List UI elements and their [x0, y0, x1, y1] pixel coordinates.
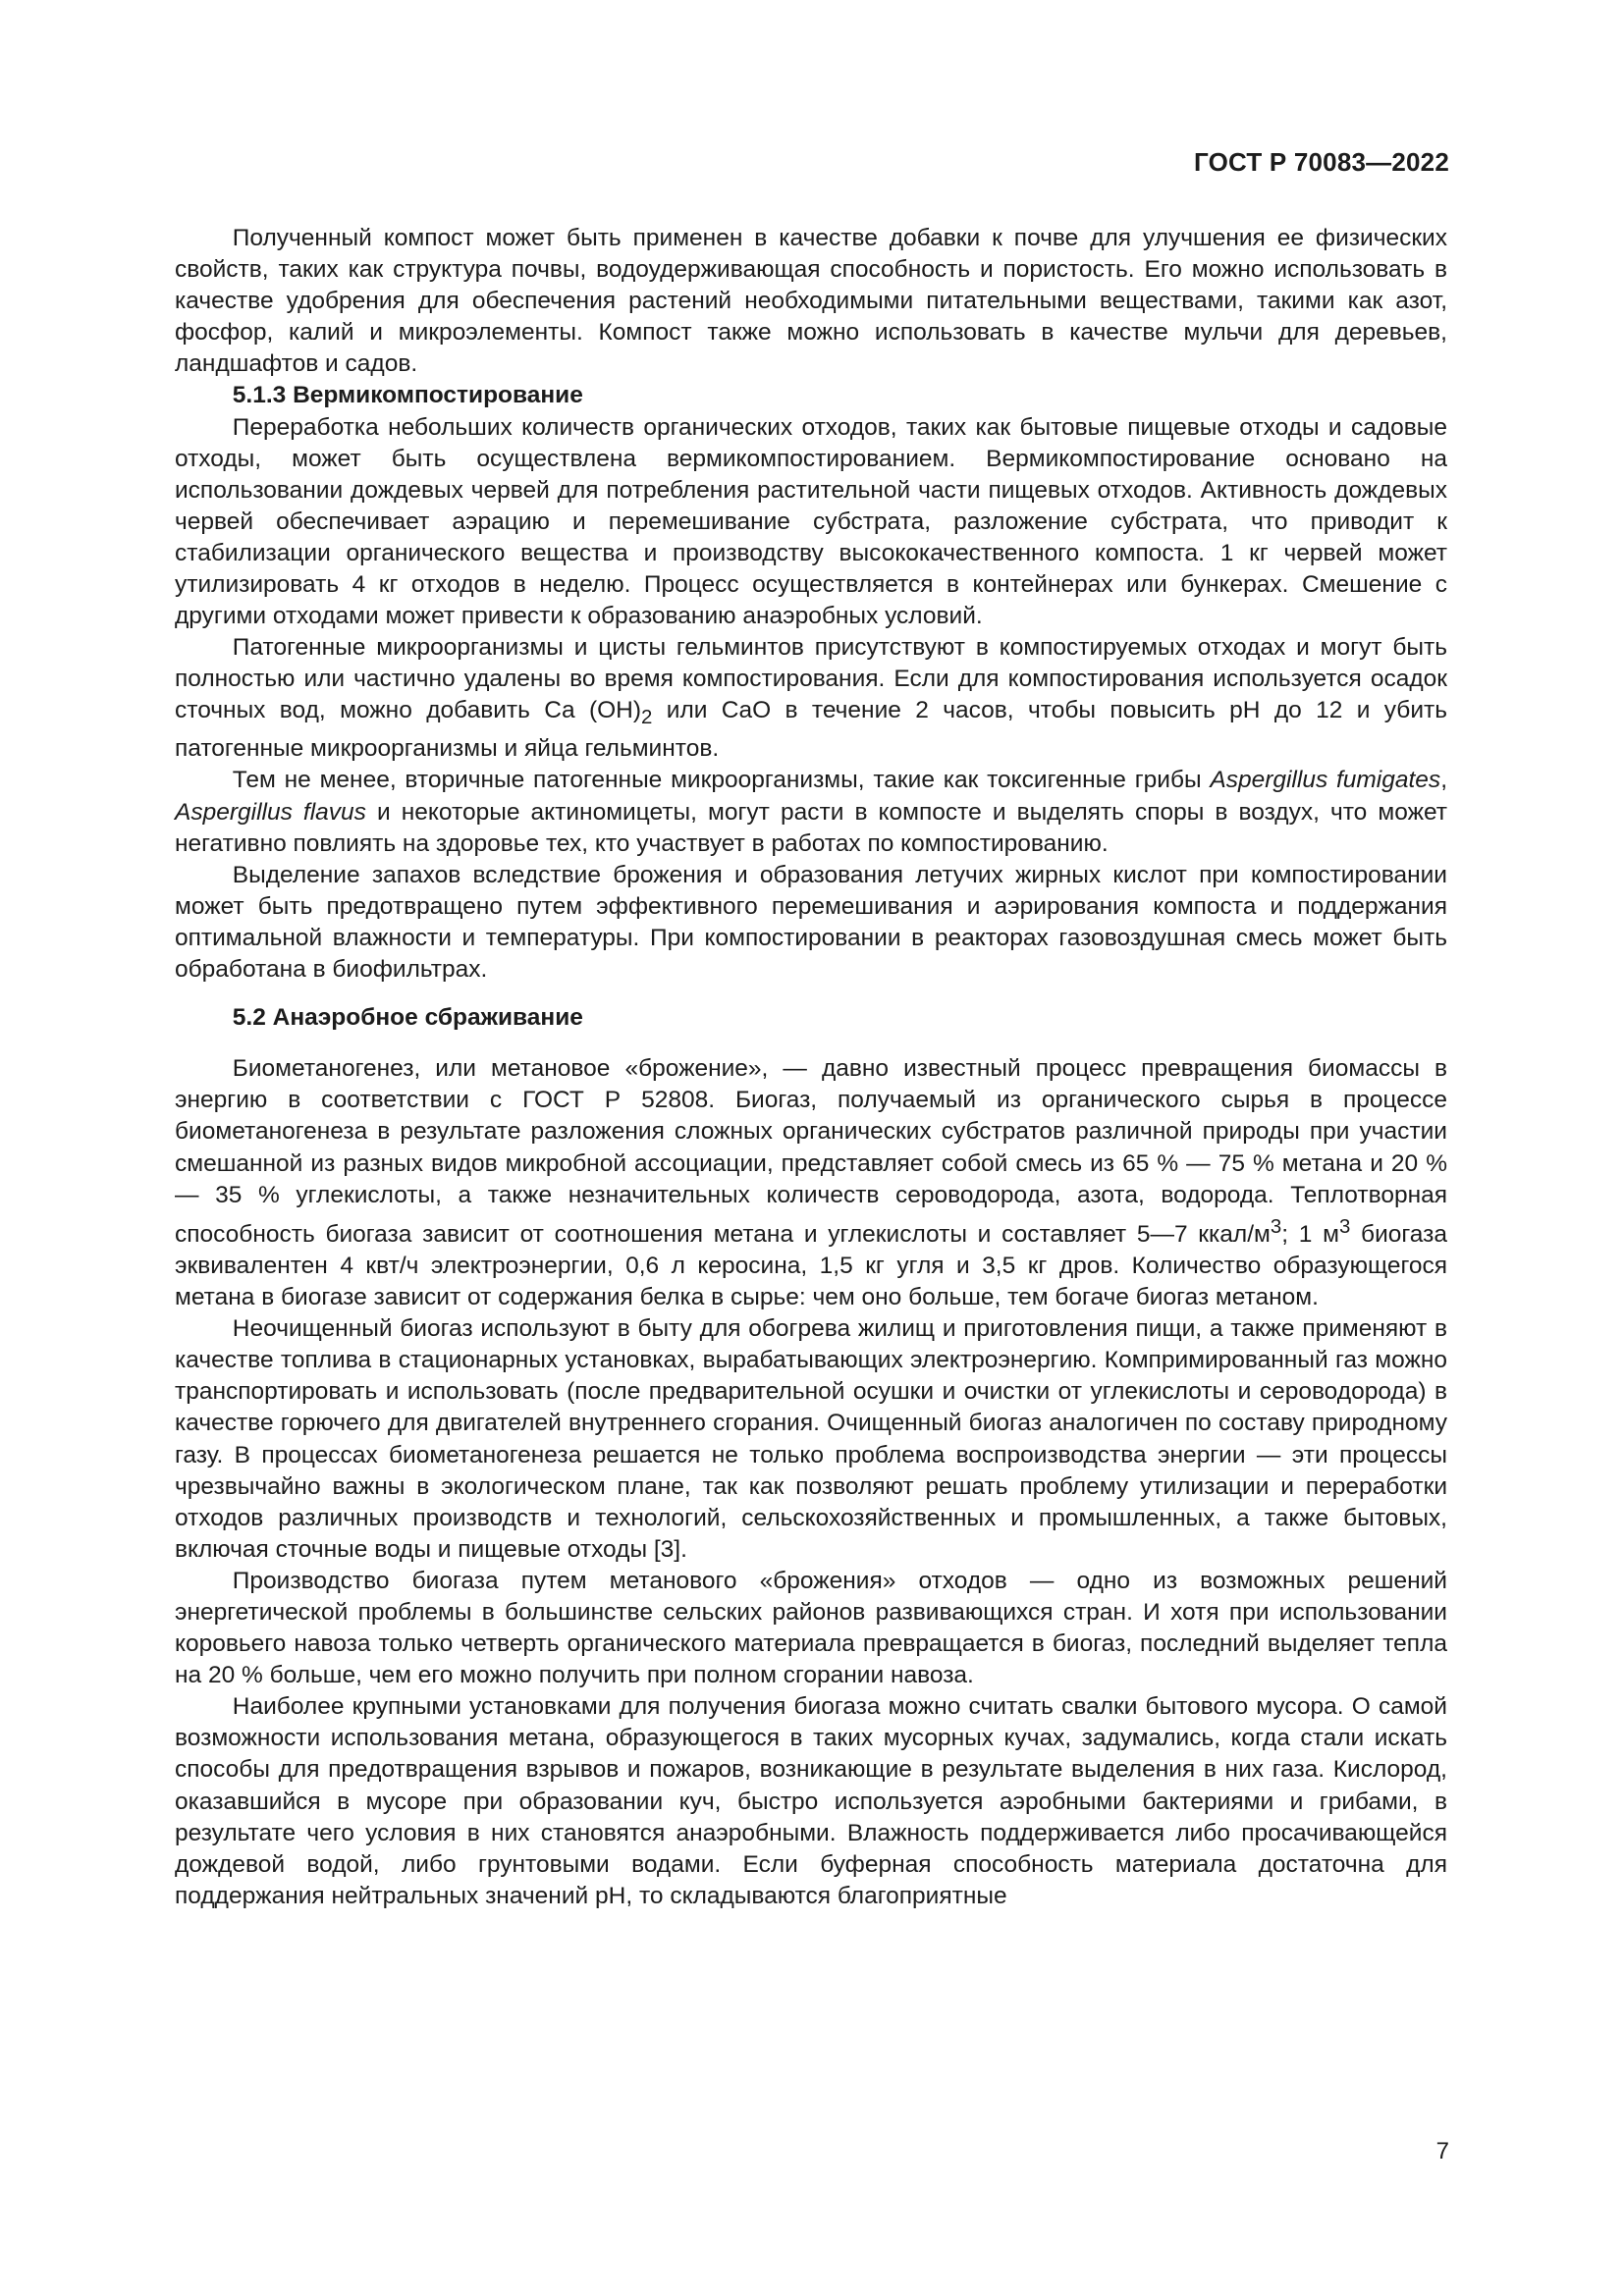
species-name-aspergillus-flavus: Aspergillus flavus — [175, 798, 366, 826]
page-content — [175, 223, 1447, 1912]
text-fragment: или CaO в течение 2 часов, чтобы повысить pH до 12 и убить патогенные микроорганизмы и яйца гельминтов. — [175, 697, 1447, 763]
paragraph-biomethanogenesis — [175, 1053, 1447, 1313]
text-fragment: и некоторые актиномицеты, могут расти в компосте и выделять споры в воздух, что может негативно повлиять на здоровье тех, кто участвует в работах по компостированию. — [175, 798, 1448, 857]
paragraph-secondary-pathogens — [175, 765, 1447, 859]
species-name-aspergillus-fumigates: Aspergillus fumigates — [1210, 767, 1441, 794]
superscript-three: 3 — [1338, 1215, 1351, 1238]
superscript-three: 3 — [1270, 1215, 1282, 1238]
text-fragment: Тем не менее, вторичные патогенные микроорганизмы, такие как токсигенные грибы — [232, 767, 1211, 794]
paragraph-pathogens — [175, 632, 1447, 765]
subscript-two: 2 — [641, 707, 653, 729]
paragraph-raw-biogas-use: Неочищенный биогаз используют в быту для обогрева жилищ и приготовления пищи, а также применяют в качестве топлива в стационарных установках, вырабатывающих электроэнергию. Компримированный газ можно транспортировать и использовать (после предварительной осушки и очистки от углекислоты и сероводорода) в качестве горючего для двигателей внутреннего сгорания. Очищенный биогаз аналогичен по составу природному газу. В процессах биометаногенеза решается не только проблема воспроизводства энергии — эти процессы чрезвычайно важны в экологическом плане, так как позволяют решать проблему утилизации и переработки отходов различных производств и технологий, сельскохозяйственных и промышленных, а также бытовых, включая сточные воды и пищевые отходы [3]. — [175, 1315, 1447, 1563]
text-fragment: , — [1440, 767, 1447, 794]
paragraph-vermicomposting: Переработка небольших количеств органических отходов, таких как бытовые пищевые отходы и садовые отходы, может быть осуществлена вермикомпостированием. Вермикомпостирование основано на использовании дождевых червей для потребления растительной части пищевых отходов. Активность дождевых червей обеспечивает аэрацию и перемешивание субстрата, разложение субстрата, что приводит к стабилизации органического вещества и производству высококачественного компоста. 1 кг червей может утилизировать 4 кг отходов в неделю. Процесс осуществляется в контейнерах или бункерах. Смешение с другими отходами может привести к образованию анаэробных условий. — [175, 413, 1447, 630]
text-fragment: ; 1 м — [1281, 1220, 1339, 1248]
text-fragment: Биометаногенез, или метановое «брожение», — давно известный процесс превращения биомассы в энергию в соответствии с ГОСТ Р 52808. Биогаз, получаемый из органического сырья в процессе биометаногенеза в результате разложения сложных органических субстратов различной природы при участии смешанной из разных видов микробной ассоциации, представляет собой смесь из 65 % — 75 % метана и 20 % — 35 % углекислоты, а также незначительных количеств сероводорода, азота, водорода. Теплотворная способность биогаза зависит от соотношения метана и углекислоты и составляет 5—7 ккал/м — [175, 1055, 1447, 1248]
paragraph-odor-control: Выделение запахов вследствие брожения и образования летучих жирных кислот при компостировании может быть предотвращено путем эффективного перемешивания и аэрирования компоста и поддержания оптимальной влажности и температуры. При компостировании в реакторах газовоздушная смесь может быть обработана в биофильтрах. — [175, 861, 1447, 984]
section-heading-5-1-3: 5.1.3 Вермикомпостирование — [232, 382, 583, 409]
paragraph-biogas-production: Производство биогаза путем метанового «брожения» отходов — одно из возможных решений энергетической проблемы в большинстве сельских районов развивающихся стран. И хотя при использовании коровьего навоза только четверть органического материала превращается в биогаз, последний выделяет тепла на 20 % больше, чем его можно получить при полном сгорании навоза. — [175, 1567, 1447, 1689]
section-heading-5-2: 5.2 Анаэробное сбраживание — [232, 1004, 583, 1032]
text-fragment: Патогенные микроорганизмы и цисты гельминтов присутствуют в компостируемых отходах и могут быть полностью или частично удалены во время компостирования. Если для компостирования используется осадок сточных вод, можно добавить Ca (OH) — [175, 634, 1447, 724]
paragraph-landfill-biogas: Наиболее крупными установками для получения биогаза можно считать свалки бытового мусора. О самой возможности использования метана, образующегося в таких мусорных кучах, задумались, когда стали искать способы для предотвращения взрывов и пожаров, возникающие в результате выделения в них газа. Кислород, оказавшийся в мусоре при образовании куч, быстро используется аэробными бактериями и грибами, в результате чего условия в них становятся анаэробными. Влажность поддерживается либо просачивающейся дождевой водой, либо грунтовыми водами. Если буферная способность материала достаточна для поддержания нейтральных значений pH, то складываются благоприятные — [175, 1693, 1447, 1909]
paragraph-compost-application: Полученный компост может быть применен в качестве добавки к почве для улучшения ее физических свойств, таких как структура почвы, водоудерживающая способность и пористость. Его можно использовать в качестве удобрения для обеспечения растений необходимыми питательными веществами, такими как азот, фосфор, калий и микроэлементы. Компост также можно использовать в качестве мульчи для деревьев, ландшафтов и садов. — [175, 225, 1447, 378]
text-fragment: биогаза эквивалентен 4 квт/ч электроэнергии, 0,6 л керосина, 1,5 кг угля и 3,5 кг дров. Количество образующегося метана в биогазе зависит от содержания белка в сырье: чем оно больше, тем богаче биогаз метаном. — [175, 1220, 1447, 1311]
page-number: 7 — [1435, 2138, 1449, 2164]
document-code-header: ГОСТ Р 70083—2022 — [1194, 147, 1449, 177]
